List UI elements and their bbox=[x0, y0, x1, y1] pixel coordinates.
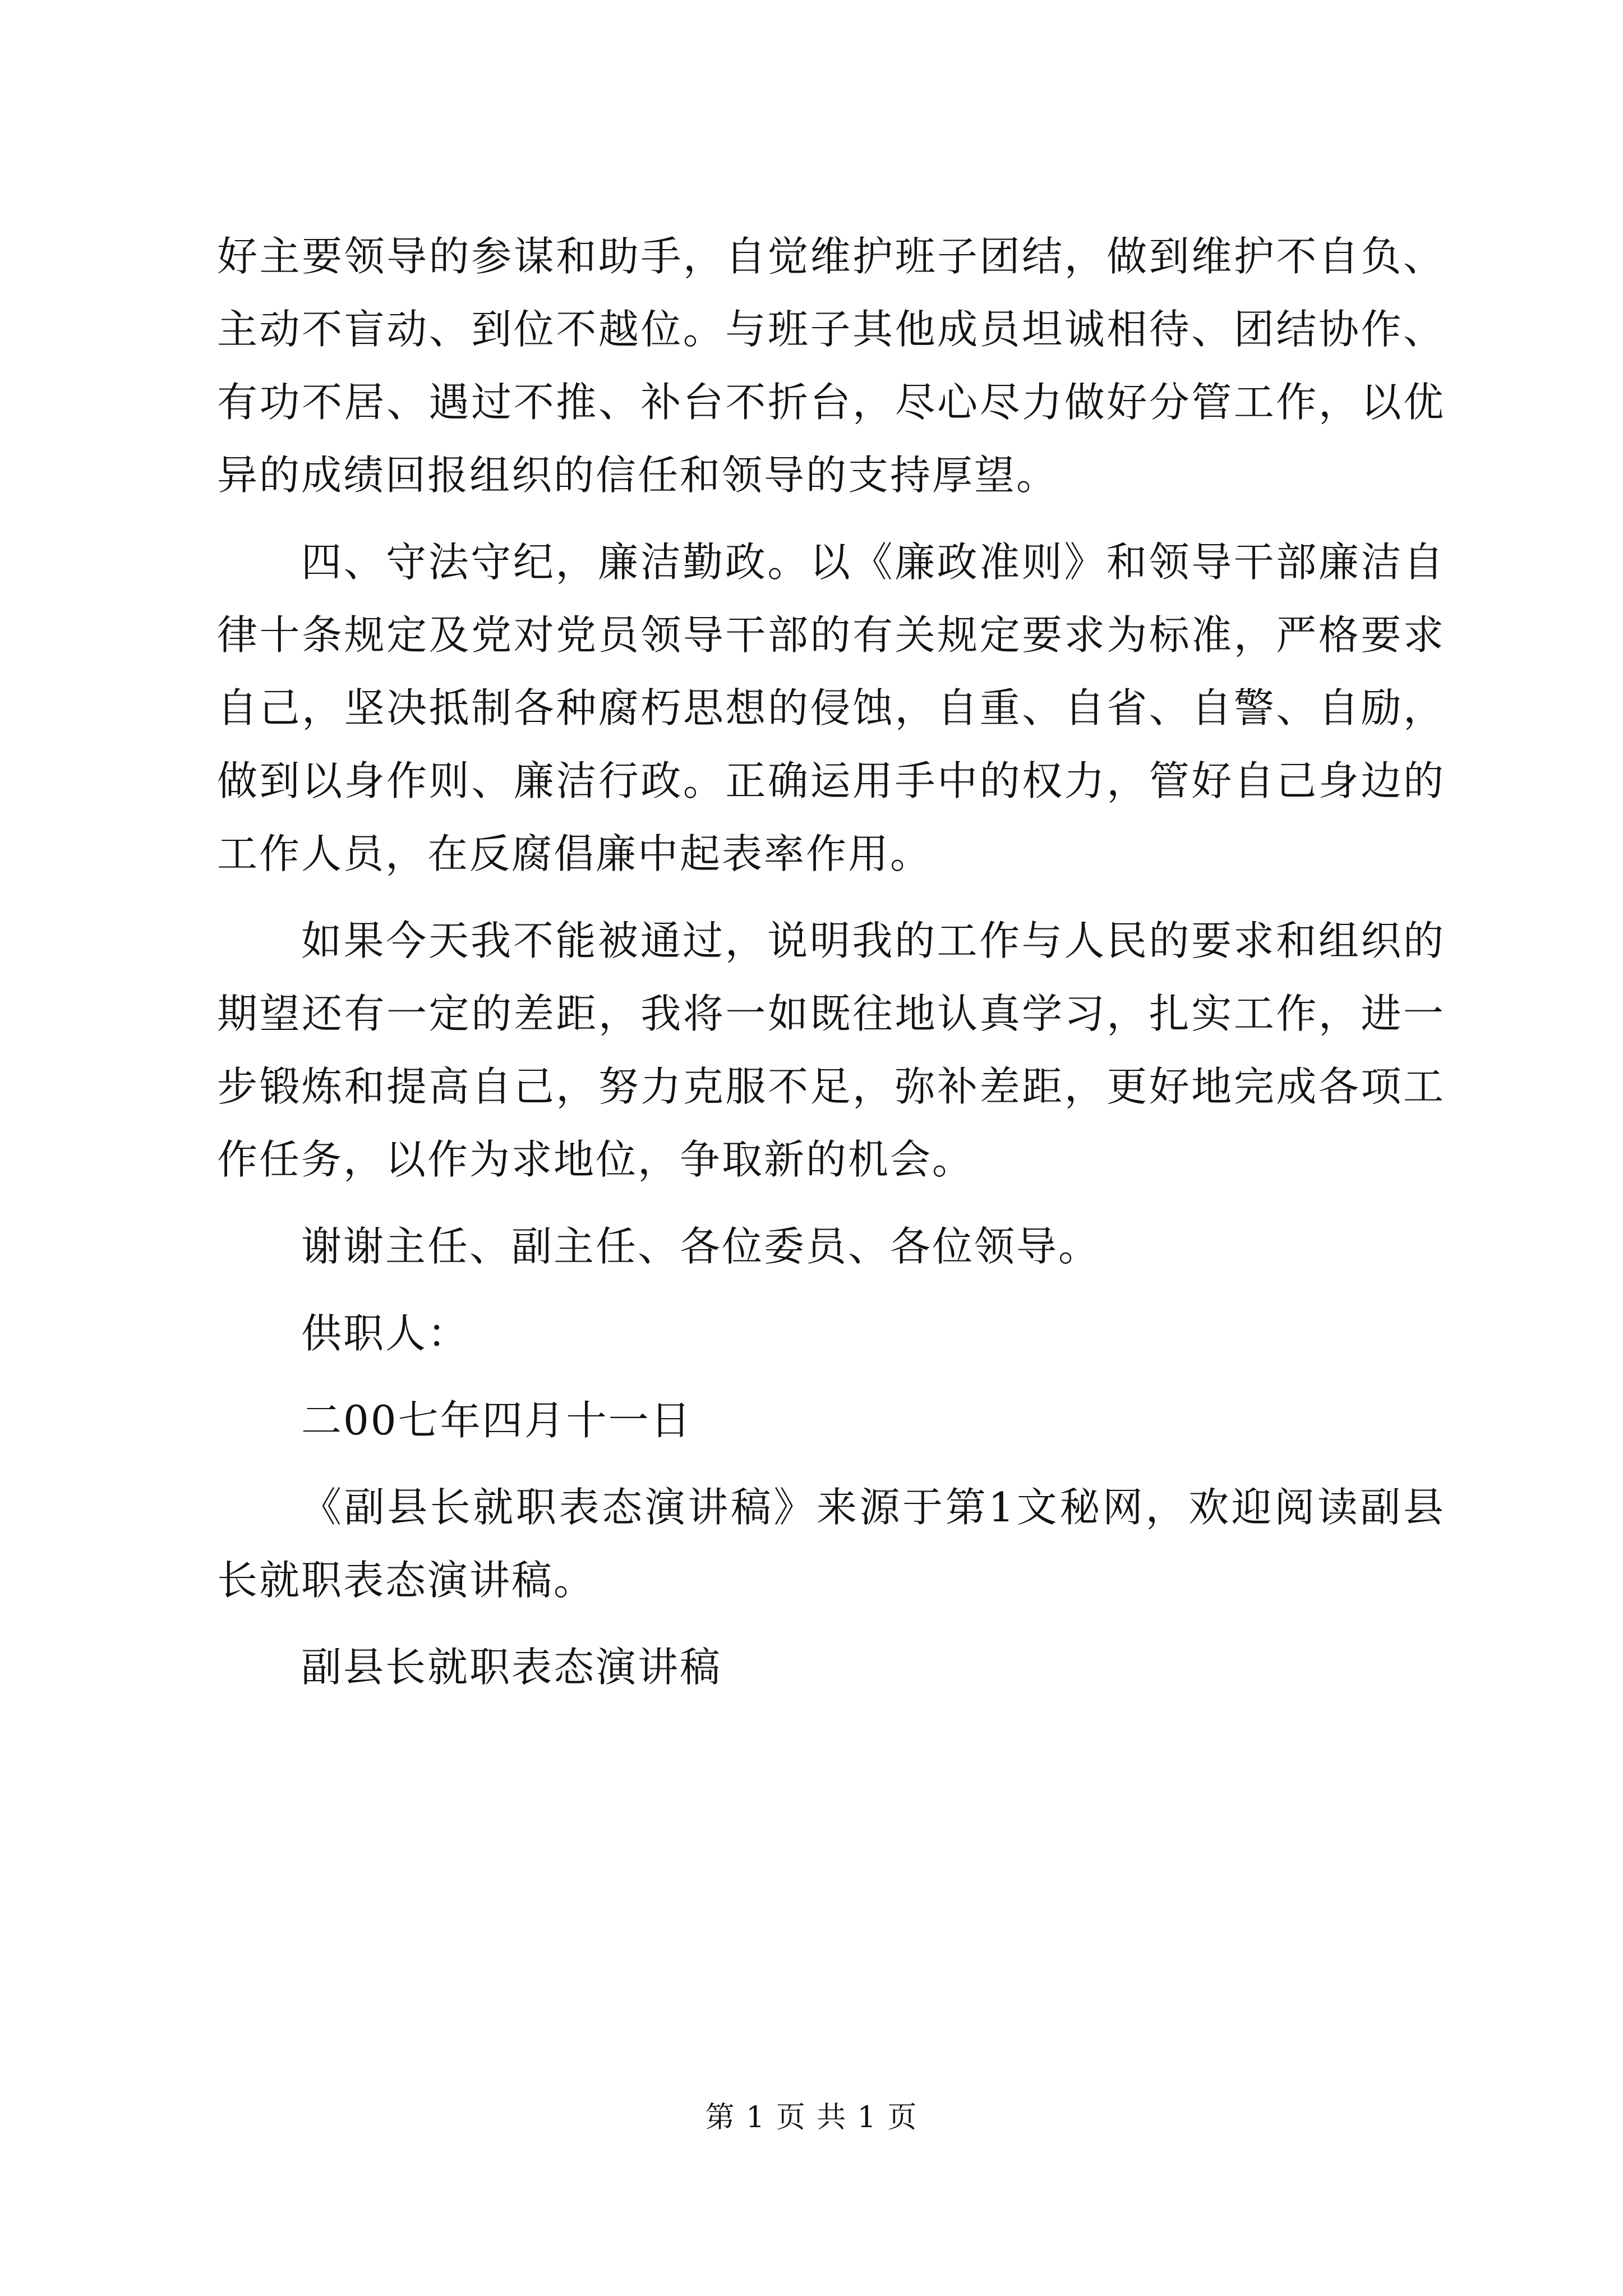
paragraph-signatory: 供职人： bbox=[301, 1310, 470, 1357]
paragraph-if-not-passed: 如果今天我不能被通过，说明我的工作与人民的要求和组织的期望还有一定的差距，我将一如既往地认真学习，扎实工作，进一步锻炼和提高自己，努力克服不足，弥补差距，更好地完成各项工作任务，以作为求地位，争取新的机会。 bbox=[217, 917, 1445, 1183]
paragraph-date: 二00七年四月十一日 bbox=[301, 1397, 693, 1444]
document-body bbox=[217, 220, 1445, 1704]
paragraph-thanks: 谢谢主任、副主任、各位委员、各位领导。 bbox=[301, 1223, 1101, 1270]
paragraph-title-repeat: 副县长就职表态演讲稿 bbox=[301, 1644, 722, 1691]
paragraph-section-four: 四、守法守纪，廉洁勤政。以《廉政准则》和领导干部廉洁自律十条规定及党对党员领导干部的有关规定要求为标准，严格要求自己，坚决抵制各种腐朽思想的侵蚀，自重、自省、自警、自励，做到以身作则、廉洁行政。正确运用手中的权力，管好自己身边的工作人员，在反腐倡廉中起表率作用。 bbox=[217, 539, 1445, 877]
page-number-footer: 第 1 页 共 1 页 bbox=[705, 2101, 918, 2134]
paragraph-continued: 好主要领导的参谋和助手，自觉维护班子团结，做到维护不自负、主动不盲动、到位不越位。与班子其他成员坦诚相待、团结协作、有功不居、遇过不推、补台不折台，尽心尽力做好分管工作，以优异的成绩回报组织的信任和领导的支持厚望。 bbox=[217, 233, 1445, 499]
paragraph-source-note: 《副县长就职表态演讲稿》来源于第1文秘网，欢迎阅读副县长就职表态演讲稿。 bbox=[217, 1484, 1445, 1604]
